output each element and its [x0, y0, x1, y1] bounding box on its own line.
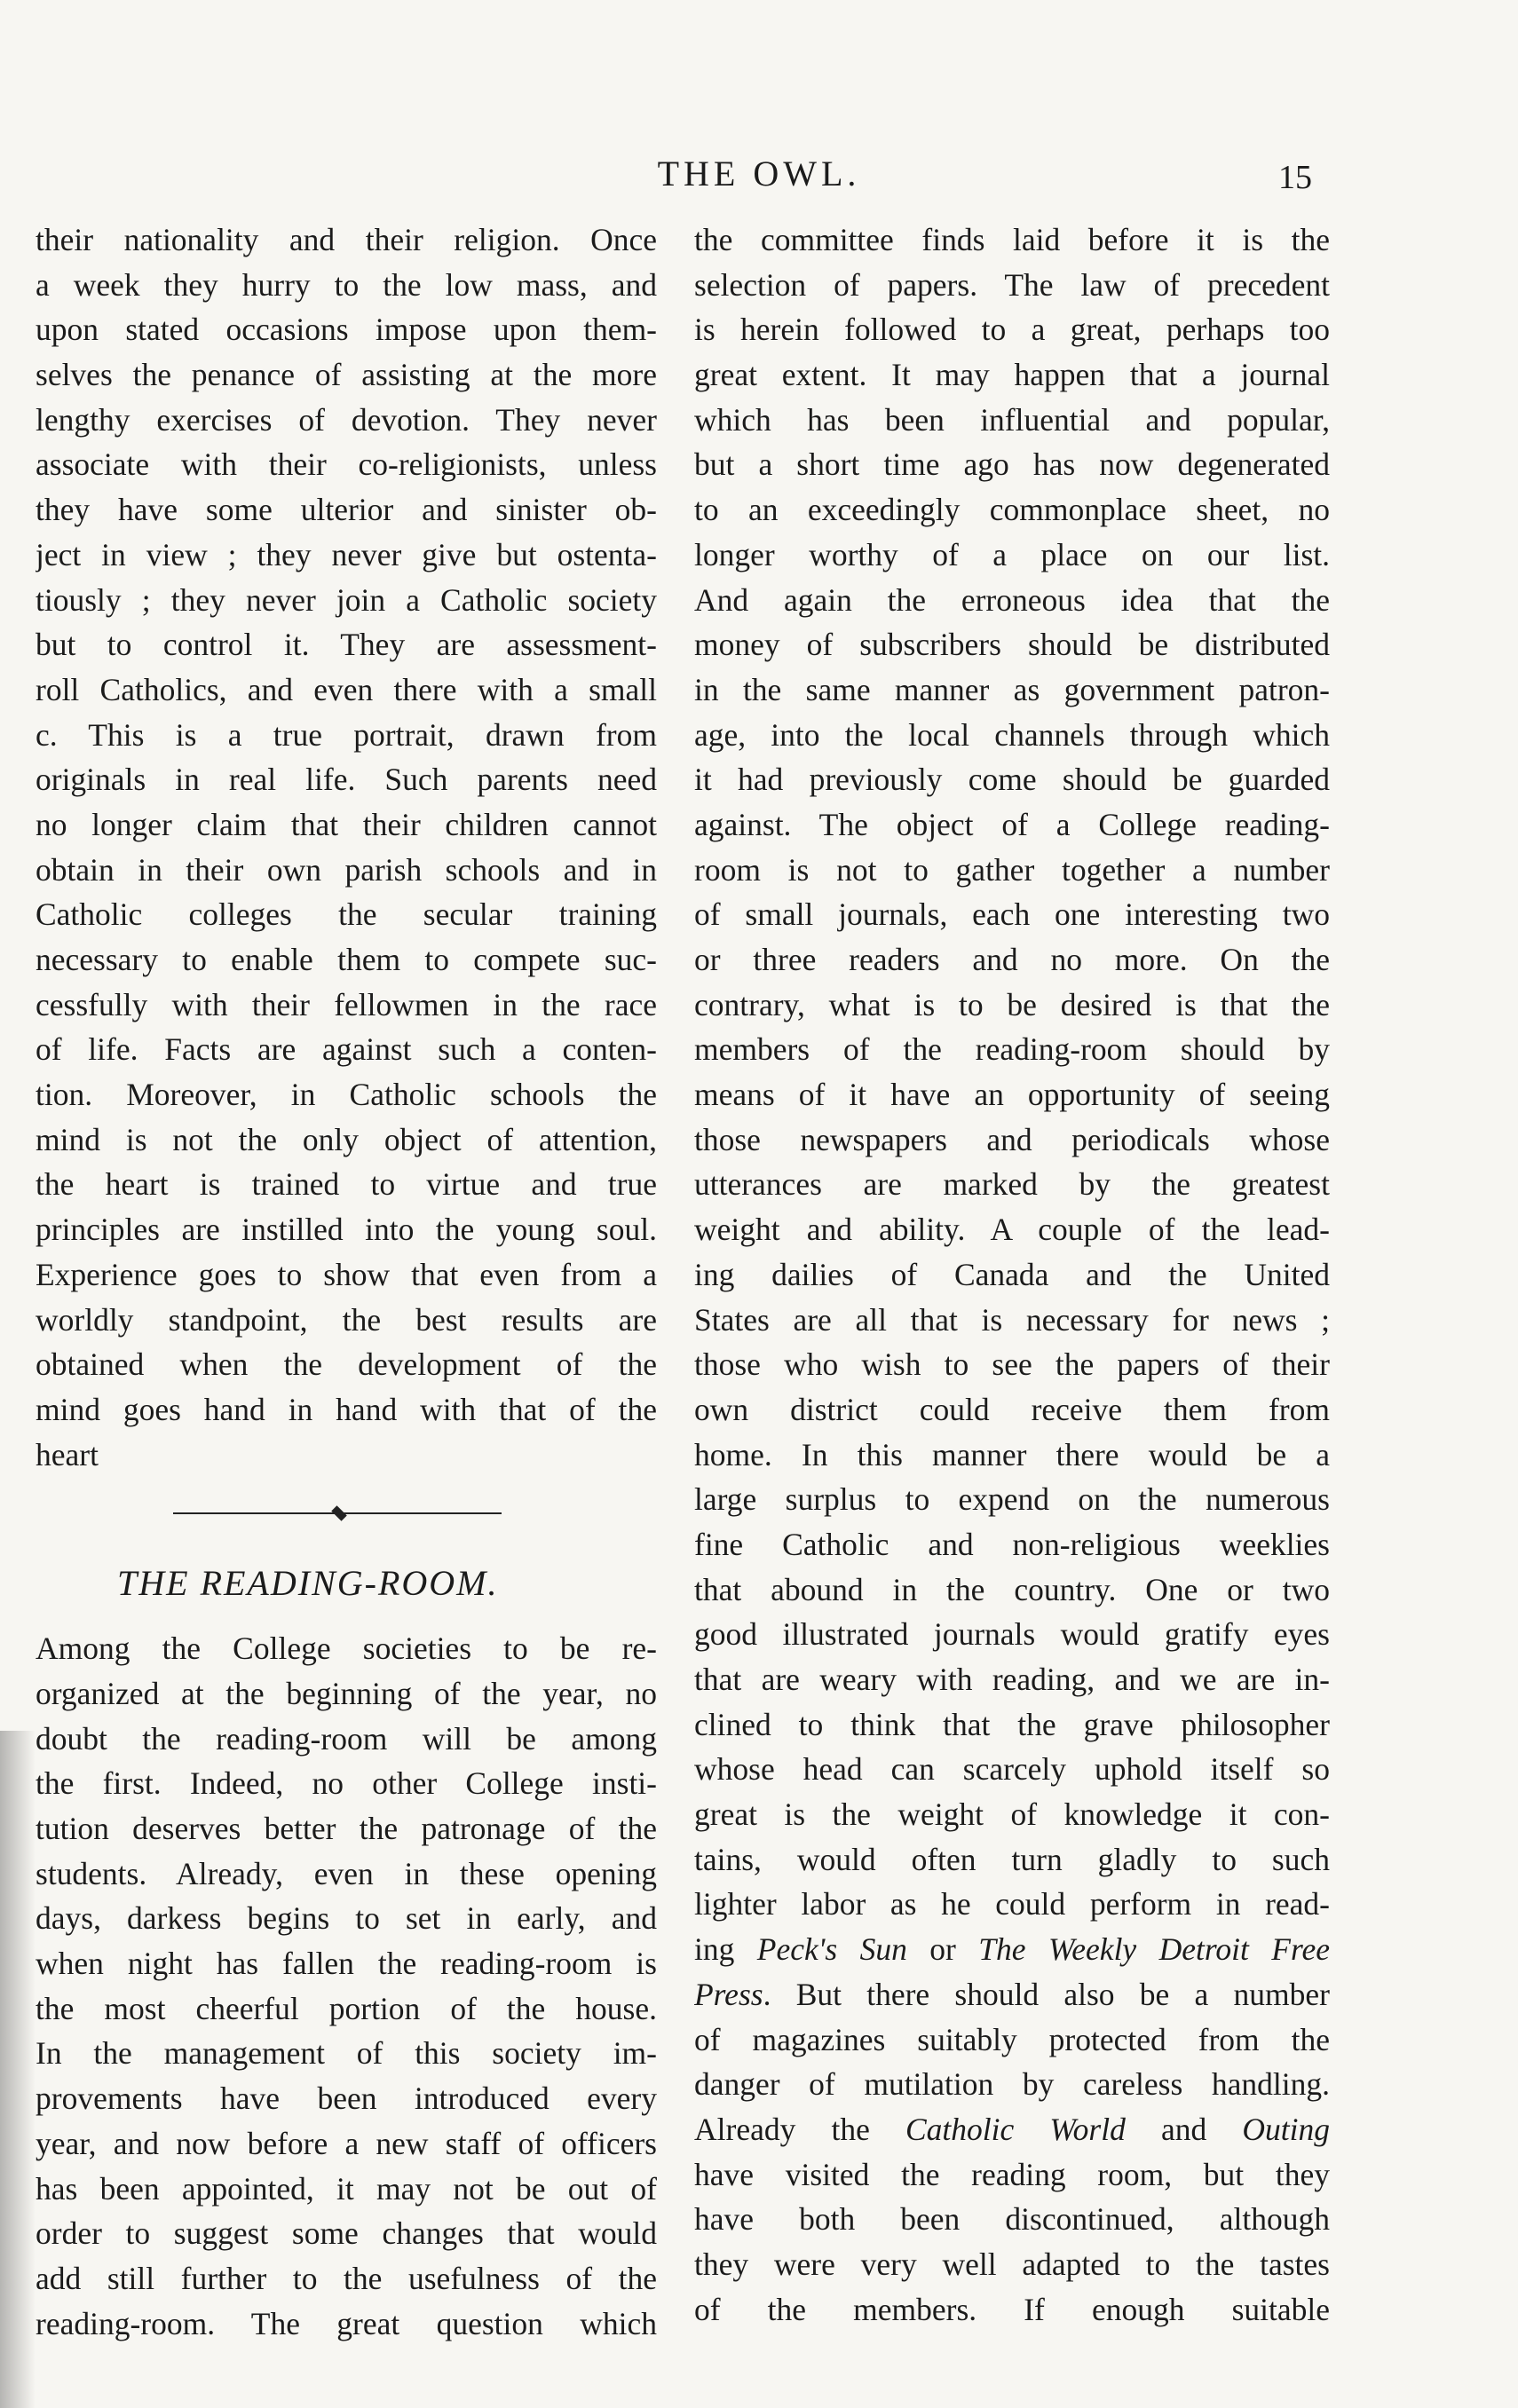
text-line: upon stated occasions impose upon them- [36, 312, 657, 348]
text-line: against. The object of a College reading- [694, 806, 1330, 842]
text-line: associate with their co-religionists, unless [36, 446, 657, 483]
right-column [694, 217, 1330, 2332]
text-line: to an exceedingly commonplace sheet, no [694, 492, 1330, 528]
text-fragment: . But there should also be a number [763, 1976, 1330, 2012]
text-line: of small journals, each one interesting two [694, 896, 1330, 933]
text-fragment: ing [694, 1931, 757, 1968]
text-line: means of it have an opportunity of seeing [694, 1077, 1330, 1113]
text-line: has been appointed, it may not be out of [36, 2170, 657, 2207]
text-line: utterances are marked by the greatest [694, 1166, 1330, 1203]
text-line: large surplus to expend on the numerous [694, 1481, 1330, 1518]
divider-ornament-icon [331, 1505, 347, 1521]
text-line: year, and now before a new staff of officers [36, 2125, 657, 2161]
text-line: but a short time ago has now degenerated [694, 446, 1330, 483]
text-line: tains, would often turn gladly to such [694, 1841, 1330, 1877]
text-line: or three readers and no more. On the [694, 942, 1330, 977]
text-line: contrary, what is to be desired is that the [694, 986, 1330, 1022]
text-line: weight and ability. A couple of the lead- [694, 1212, 1330, 1248]
text-line: is herein followed to a great, perhaps too [694, 312, 1330, 348]
text-line: reading-room. The great question which [36, 2305, 657, 2341]
text-line: selves the penance of assisting at the more [36, 357, 657, 393]
text-line: States are all that is necessary for news ; [694, 1301, 1330, 1338]
text-line: clined to think that the grave philosopher [694, 1706, 1330, 1742]
text-line: tion. Moreover, in Catholic schools the [36, 1077, 657, 1113]
text-line: when night has fallen the reading-room is [36, 1946, 657, 1982]
section-divider [36, 1477, 657, 1550]
text-line: principles are instilled into the young soul. [36, 1212, 657, 1248]
text-line: necessary to enable them to compete suc- [36, 942, 657, 977]
text-line: room is not to gather together a number [694, 851, 1330, 888]
text-line: those newspapers and periodicals whose [694, 1121, 1330, 1157]
text-line: good illustrated journals would gratify eyes [694, 1616, 1330, 1653]
text-line: that abound in the country. One or two [694, 1571, 1330, 1607]
text-line: it had previously come should be guarded [694, 762, 1330, 798]
text-line: members of the reading-room should by [694, 1031, 1330, 1068]
text-line: fine Catholic and non-religious weeklies [694, 1526, 1330, 1562]
text-line: of the members. If enough suitable [694, 2291, 1330, 2327]
text-line: have both been discontinued, although [694, 2201, 1330, 2238]
text-line-periodicals [694, 1927, 1330, 1972]
text-line: of life. Facts are against such a conten- [36, 1031, 657, 1068]
left-column-paragraph [36, 217, 657, 1477]
text-line: danger of mutilation by careless handling. [694, 2066, 1330, 2103]
text-fragment: and [1125, 2111, 1243, 2147]
text-line: that are weary with reading, and we are in- [694, 1662, 1330, 1697]
page-number: 15 [1278, 159, 1312, 196]
text-line: mind is not the only object of attention, [36, 1121, 657, 1157]
text-line: money of subscribers should be distributed [694, 627, 1330, 663]
text-line: days, darkess begins to set in early, and [36, 1900, 657, 1937]
text-line: heart [36, 1436, 99, 1472]
text-line: ing dailies of Canada and the United [694, 1256, 1330, 1292]
text-line: obtain in their own parish schools and in [36, 851, 657, 888]
scan-edge-shadow [0, 1731, 36, 2408]
text-line: whose head can scarcely uphold itself so [694, 1751, 1330, 1788]
text-line-magazines [694, 2107, 1330, 2152]
text-line: which has been influential and popular, [694, 401, 1330, 438]
text-line: in the same manner as government patron- [694, 671, 1330, 707]
text-line: add still further to the usefulness of the [36, 2260, 657, 2296]
text-line: originals in real life. Such parents need [36, 762, 657, 798]
text-line: own district could receive them from [694, 1391, 1330, 1427]
text-line: great extent. It may happen that a journal [694, 357, 1330, 393]
text-line: In the management of this society im- [36, 2035, 657, 2072]
text-line: they have some ulterior and sinister ob- [36, 492, 657, 528]
text-line: Experience goes to show that even from a [36, 1256, 657, 1292]
text-line: selection of papers. The law of precedent [694, 266, 1330, 303]
text-line: Among the College societies to be re- [36, 1630, 657, 1667]
text-line: the committee finds laid before it is the [694, 222, 1330, 257]
text-line: students. Already, even in these opening [36, 1855, 657, 1891]
periodical-title: Peck's Sun [756, 1931, 907, 1968]
text-line: the heart is trained to virtue and true [36, 1166, 657, 1203]
text-line: tution deserves better the patronage of the [36, 1811, 657, 1846]
right-column-lines [694, 2017, 1330, 2107]
text-line: their nationality and their religion. Once [36, 222, 657, 257]
text-line: doubt the reading-room will be among [36, 1720, 657, 1757]
text-line: home. In this manner there would be a [694, 1436, 1330, 1472]
section-title: THE READING-ROOM. [117, 1563, 499, 1604]
text-line: ject in view ; they never give but ostenta- [36, 536, 657, 572]
text-fragment: or [906, 1931, 979, 1968]
text-line: order to suggest some changes that would [36, 2215, 657, 2252]
text-line: roll Catholics, and even there with a small [36, 671, 657, 707]
right-column-paragraph [694, 217, 1330, 1927]
text-line: lighter labor as he could perform in read- [694, 1886, 1330, 1922]
section-paragraph [36, 1626, 657, 2346]
text-line: a week they hurry to the low mass, and [36, 266, 657, 303]
text-line: provements have been introduced every [36, 2080, 657, 2117]
periodical-title: Outing [1242, 2111, 1330, 2147]
running-head-title: THE OWL. [657, 154, 861, 193]
right-column-lines [694, 2152, 1330, 2333]
text-line: cessfully with their fellowmen in the race [36, 986, 657, 1022]
periodical-title: Catholic World [905, 2111, 1126, 2147]
text-line-press [694, 1972, 1330, 2017]
left-column [36, 217, 657, 2346]
text-line: those who wish to see the papers of their [694, 1346, 1330, 1383]
text-line: they were very well adapted to the tastes [694, 2246, 1330, 2282]
text-line: organized at the beginning of the year, no [36, 1675, 657, 1711]
text-line: lengthy exercises of devotion. They never [36, 401, 657, 438]
text-line: tiously ; they never join a Catholic society [36, 581, 657, 618]
text-line: have visited the reading room, but they [694, 2156, 1330, 2192]
text-line: And again the erroneous idea that the [694, 581, 1330, 618]
periodical-title: The Weekly Detroit Free [978, 1931, 1330, 1968]
text-line: the most cheerful portion of the house. [36, 1990, 657, 2026]
text-line: no longer claim that their children cannot [36, 806, 657, 842]
text-line: mind goes hand in hand with that of the [36, 1391, 657, 1427]
text-line: Catholic colleges the secular training [36, 896, 657, 933]
text-line: great is the weight of knowledge it con- [694, 1796, 1330, 1833]
text-line: the first. Indeed, no other College insti- [36, 1765, 657, 1802]
text-line: but to control it. They are assessment- [36, 627, 657, 663]
text-line: age, into the local channels through which [694, 716, 1330, 753]
text-line: worldly standpoint, the best results are [36, 1301, 657, 1338]
text-line: longer worthy of a place on our list. [694, 536, 1330, 572]
text-line: c. This is a true portrait, drawn from [36, 716, 657, 753]
text-fragment: Already the [694, 2111, 905, 2147]
text-line: obtained when the development of the [36, 1346, 657, 1383]
periodical-title: Press [694, 1976, 763, 2012]
text-line: of magazines suitably protected from the [694, 2021, 1330, 2057]
